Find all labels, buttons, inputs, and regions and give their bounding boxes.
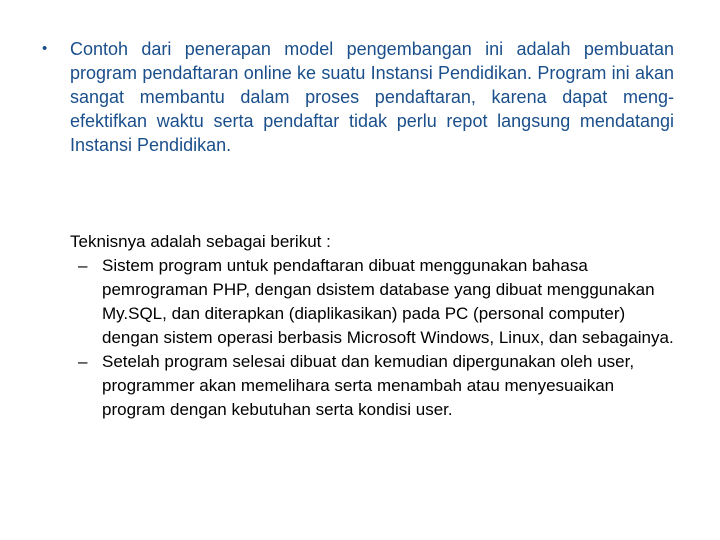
technique-item-system [78, 254, 680, 350]
bullet-icon: • [42, 40, 48, 57]
main-bullet-point [42, 37, 674, 157]
technique-intro: Teknisnya adalah sebagai berikut : [70, 232, 331, 251]
technique-section [70, 230, 680, 422]
technique-item-text: Setelah program selesai dibuat dan kemudian dipergunakan oleh user, programmer akan memelihara serta menambah atau menyesuaikan program dengan kebutuhan serta kondisi user. [102, 352, 635, 419]
dash-icon: – [78, 352, 88, 371]
technique-item-text: Sistem program untuk pendaftaran dibuat menggunakan bahasa pemrograman PHP, dengan dsistem database yang dibuat menggunakan My.SQL, dan diterapkan (diaplikasikan) pada PC (personal computer) dengan sistem operasi berbasis Microsoft Windows, Linux, dan sebagainya. [102, 256, 674, 347]
dash-icon: – [78, 256, 88, 275]
technique-item-maintenance [78, 350, 680, 422]
main-bullet-text: Contoh dari penerapan model pengembangan ini adalah pembuatan program pendaftaran online ke suatu Instansi Pendidikan. Program ini akan sangat membantu dalam proses pendaftaran, karena dapat meng-efektifkan waktu serta pendaftar tidak perlu repot langsung mendatangi Instansi Pendidikan. [70, 39, 674, 155]
